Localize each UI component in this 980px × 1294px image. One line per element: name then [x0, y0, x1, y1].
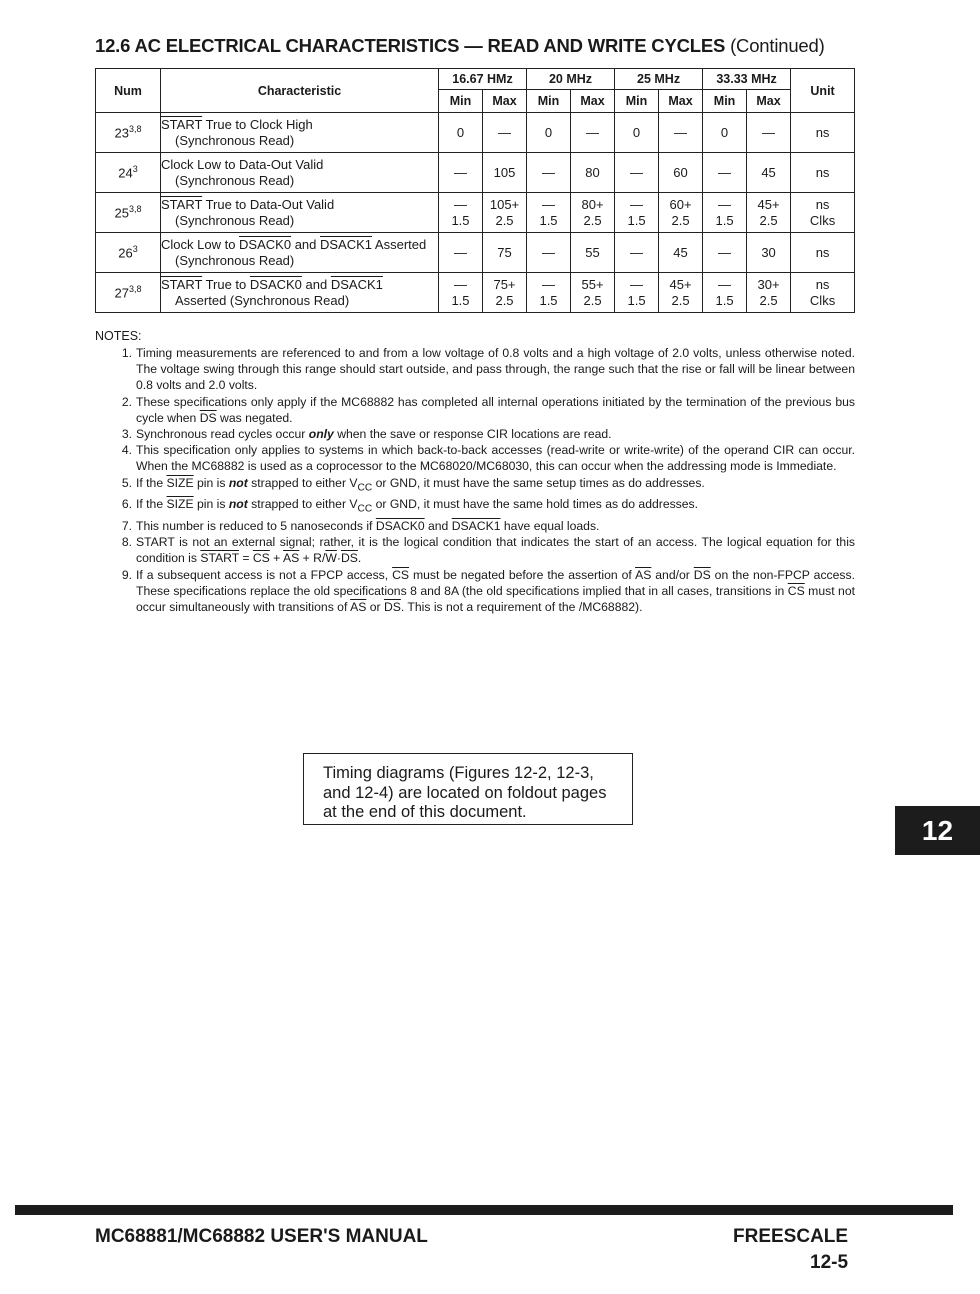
footer-rule [15, 1205, 953, 1215]
cell-value: — [527, 153, 571, 193]
note-item: 8. START is not an external signal; rather, it is the logical condition that indicates the start of an access. The logical equation for this condition is START = $\overline{CS} + \overline{AS} + R/\overline{W}\cdot\overline{DS}$. [121, 535, 855, 566]
cell-value: 105+ 2.5 [483, 193, 527, 233]
header-freq-20: 20 MHz [527, 69, 615, 90]
cell-value: 45 [747, 153, 791, 193]
cell-value: 55 [571, 233, 615, 273]
cell-value: — 1.5 [527, 273, 571, 313]
callout-line: and 12-4) are located on foldout pages [323, 783, 607, 802]
cell-value: 0 [703, 113, 747, 153]
table-row [96, 193, 855, 233]
cell-value: — [615, 153, 659, 193]
cell-value: — 1.5 [439, 193, 483, 233]
header-freq-16: 16.67 HMz [439, 69, 527, 90]
header-max: Max [747, 90, 791, 113]
section-title [95, 35, 825, 57]
cell-value: — 1.5 [439, 273, 483, 313]
cell-value: — 1.5 [615, 193, 659, 233]
row-characteristic: Clock Low to DSACK0 and DSACK1 Asserted (Synchronous Read) [161, 233, 439, 273]
row-num: $24^3$ [96, 153, 161, 193]
chapter-tab: 12 [895, 806, 980, 855]
cell-value: 30+ 2.5 [747, 273, 791, 313]
cell-value: — 1.5 [703, 273, 747, 313]
callout-line: Timing diagrams (Figures 12-2, 12-3, [323, 764, 594, 782]
notes-heading: NOTES: [95, 329, 142, 343]
row-num: 23$^{3,8}$ [96, 113, 161, 153]
cell-value: 0 [615, 113, 659, 153]
header-freq-25: 25 MHz [615, 69, 703, 90]
cell-value: — [571, 113, 615, 153]
header-max: Max [483, 90, 527, 113]
footer-manual-title: MC68881/MC68882 USER'S MANUAL [95, 1226, 428, 1247]
note-item: 3. Synchronous read cycles occur only when the save or response CIR locations are read. [121, 427, 612, 442]
cell-value: — [439, 233, 483, 273]
header-max: Max [571, 90, 615, 113]
cell-unit: ns [791, 233, 855, 273]
section-title-continued: (Continued) [730, 35, 825, 56]
header-freq-33: 33.33 MHz [703, 69, 791, 90]
cell-value: — 1.5 [527, 193, 571, 233]
cell-value: 60 [659, 153, 703, 193]
cell-value: — [527, 233, 571, 273]
note-item: 2. These specifications only apply if the MC68882 has completed all internal operations initiated by the termination of the previous bus cycle when $\overline{DS}$ was negated. [121, 394, 855, 425]
cell-value: — [747, 113, 791, 153]
note-item: 5. If the SIZE pin is not strapped to either $V_{CC}$ or GND, it must have the same setup times as do addresses. [121, 475, 705, 494]
cell-unit: ns Clks [791, 273, 855, 313]
row-characteristic: START True to Data-Out Valid (Synchronous Read) [161, 193, 439, 233]
footer-brand: FREESCALE [733, 1226, 849, 1247]
section-title-text: 12.6 AC ELECTRICAL CHARACTERISTICS — READ AND WRITE CYCLES [95, 35, 726, 56]
header-max: Max [659, 90, 703, 113]
row-num: 25$^{3,8}$ [96, 193, 161, 233]
notes-list [95, 345, 855, 615]
cell-value: 75 [483, 233, 527, 273]
cell-value: — [703, 153, 747, 193]
cell-value: 75+ 2.5 [483, 273, 527, 313]
cell-value: 105 [483, 153, 527, 193]
cell-value: 0 [439, 113, 483, 153]
header-characteristic: Characteristic [161, 69, 439, 113]
callout-line: at the end of this document. [323, 803, 527, 821]
cell-value: — [703, 233, 747, 273]
row-characteristic: START True to DSACK0 and DSACK1 Asserted (Synchronous Read) [161, 273, 439, 313]
table-row [96, 273, 855, 313]
note-item: 6. If the SIZE pin is not strapped to either $V_{CC}$ or GND, it must have the same hold times as do addresses. [121, 497, 699, 515]
footer-page-number: 12-5 [810, 1252, 849, 1273]
cell-value: 0 [527, 113, 571, 153]
cell-value: — [483, 113, 527, 153]
header-min: Min [439, 90, 483, 113]
header-min: Min [527, 90, 571, 113]
cell-value: 45+ 2.5 [659, 273, 703, 313]
row-num: 27$^{3,8}$ [96, 273, 161, 313]
cell-unit: ns Clks [791, 193, 855, 233]
cell-value: — [659, 113, 703, 153]
row-characteristic: START True to Clock High (Synchronous Read) [161, 113, 439, 153]
cell-value: 60+ 2.5 [659, 193, 703, 233]
table-row [96, 153, 855, 193]
ac-characteristics-table [95, 68, 855, 313]
timing-diagrams-callout [303, 753, 633, 825]
cell-value: 30 [747, 233, 791, 273]
cell-value: 80+ 2.5 [571, 193, 615, 233]
table-row [96, 233, 855, 273]
cell-unit: ns [791, 113, 855, 153]
cell-value: — 1.5 [703, 193, 747, 233]
note-item: 7. This number is reduced to 5 nanoseconds if DSACK0 and DSACK1 have equal loads. [121, 518, 600, 533]
row-characteristic: Clock Low to Data-Out Valid (Synchronous Read) [161, 153, 439, 193]
header-min: Min [615, 90, 659, 113]
header-num: Num [96, 69, 161, 113]
header-unit: Unit [791, 69, 855, 113]
note-item: 9. If a subsequent access is not a FPCP access, $\overline{CS}$ must be negated before the assertion of $\overline{AS}$ and/or $\overline{DS}$ on the non-FPCP access. These specifications replace the old specifications 8 and 8A (the old specifications implied that in all cases, transitions in $\overline{CS}$ must not occur simultaneously with transitions of $\overline{AS}$ or $\overline{DS}$. This is not a requirement of the /MC68882). [121, 567, 855, 614]
cell-value: — 1.5 [615, 273, 659, 313]
header-min: Min [703, 90, 747, 113]
note-item: 1. Timing measurements are referenced to and from a low voltage of 0.8 volts and a high voltage of 2.0 volts, unless otherwise noted. The voltage swing through this range should start outside, and pass through, the range such that the rise or fall will be linear between 0.8 volts and 2.0 volts. [121, 346, 855, 393]
cell-value: 45+ 2.5 [747, 193, 791, 233]
cell-unit: ns [791, 153, 855, 193]
cell-value: 55+ 2.5 [571, 273, 615, 313]
cell-value: 80 [571, 153, 615, 193]
cell-value: — [615, 233, 659, 273]
cell-value: — [439, 153, 483, 193]
cell-value: 45 [659, 233, 703, 273]
row-num: $26^3$ [96, 233, 161, 273]
table-row [96, 113, 855, 153]
note-item: 4. This specification only applies to systems in which back-to-back accesses (read-write or write-write) of the operand CIR can occur. When the MC68882 is used as a coprocessor to the MC68020/MC68030, this can occur when the addressing mode is Immediate. [121, 443, 855, 474]
